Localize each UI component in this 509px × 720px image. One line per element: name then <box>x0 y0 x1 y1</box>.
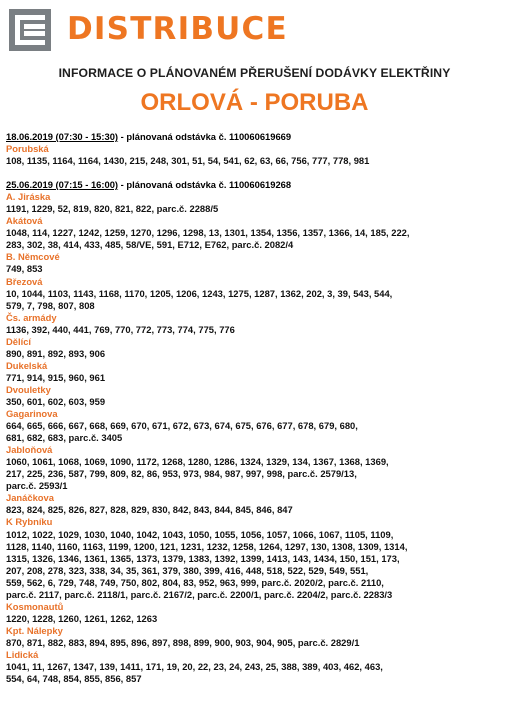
house-numbers: parc.č. 2593/1 <box>6 480 68 492</box>
period-header <box>6 179 504 191</box>
house-numbers: 1136, 392, 440, 441, 769, 770, 772, 773, 774, 775, 776 <box>6 323 235 335</box>
street-name: A. Jiráska <box>6 191 51 203</box>
street-name: Čs. armády <box>6 311 57 323</box>
house-numbers: 890, 891, 892, 893, 906 <box>6 347 106 359</box>
street-name: Janáčkova <box>6 492 54 504</box>
house-numbers: 749, 853 <box>6 263 43 275</box>
period-description: plánovaná odstávka č. 110060619669 <box>126 131 292 142</box>
house-numbers: 1128, 1140, 1160, 1163, 1199, 1200, 121, 1231, 1232, 1258, 1264, 1297, 130, 1308, 1309, 1314, <box>6 540 408 552</box>
house-numbers: 1060, 1061, 1068, 1069, 1090, 1172, 1268, 1280, 1286, 1324, 1329, 134, 1367, 1368, 1369, <box>6 456 389 468</box>
house-numbers: 207, 208, 278, 323, 338, 34, 35, 361, 379, 380, 399, 416, 448, 518, 522, 529, 549, 551, <box>6 564 369 576</box>
street-name: Dukelská <box>6 359 48 371</box>
period-header <box>6 131 504 143</box>
street-name: Kpt. Nálepky <box>6 624 63 636</box>
house-numbers: 554, 64, 748, 854, 855, 856, 857 <box>6 673 142 685</box>
street-name: Porubská <box>6 143 49 155</box>
house-numbers: 10, 1044, 1103, 1143, 1168, 1170, 1205, 1206, 1243, 1275, 1287, 1362, 202, 3, 39, 543, 544, <box>6 287 393 299</box>
street-name: Dělící <box>6 335 32 347</box>
house-numbers: 823, 824, 825, 826, 827, 828, 829, 830, 842, 843, 844, 845, 846, 847 <box>6 504 293 516</box>
brand-title: DISTRIBUCE <box>67 11 288 47</box>
house-numbers: 283, 302, 38, 414, 433, 485, 58/VE, 591, E712, E762, parc.č. 2082/4 <box>6 239 294 251</box>
house-numbers: 350, 601, 602, 603, 959 <box>6 395 106 407</box>
period-date: 18.06.2019 (07:30 - 15:30) <box>6 131 119 142</box>
header <box>7 6 502 52</box>
house-numbers: 1315, 1326, 1346, 1361, 1365, 1373, 1379, 1383, 1392, 1399, 1413, 143, 1434, 150, 151, 173, <box>6 552 400 564</box>
street-name: B. Němcové <box>6 251 60 263</box>
house-numbers: 870, 871, 882, 883, 894, 895, 896, 897, 898, 899, 900, 903, 904, 905, parc.č. 2829/1 <box>6 636 360 648</box>
period-description: plánovaná odstávka č. 110060619268 <box>126 179 292 191</box>
location-title: ORLOVÁ - PORUBA <box>140 89 369 116</box>
house-numbers: 1048, 114, 1227, 1242, 1259, 1270, 1296, 1298, 13, 1301, 1354, 1356, 1357, 1366, 14, 185, 222, <box>6 227 410 239</box>
house-numbers: 217, 225, 236, 587, 799, 809, 82, 86, 953, 973, 984, 987, 997, 998, parc.č. 2579/13, <box>6 468 357 480</box>
house-numbers: 579, 7, 798, 807, 808 <box>6 299 95 311</box>
street-name: K Rybníku <box>6 516 53 528</box>
street-name: Akátová <box>6 215 43 227</box>
period-date: 25.06.2019 (07:15 - 16:00) <box>6 179 119 191</box>
house-numbers: 771, 914, 915, 960, 961 <box>6 371 106 383</box>
period-separator: - <box>118 179 127 191</box>
house-numbers: 681, 682, 683, parc.č. 3405 <box>6 432 123 444</box>
street-name: Kosmonautů <box>6 600 64 612</box>
street-name: Gagarinova <box>6 408 58 420</box>
street-name: Březová <box>6 275 43 287</box>
house-numbers: 108, 1135, 1164, 1164, 1430, 215, 248, 301, 51, 54, 541, 62, 63, 66, 756, 777, 778, 981 <box>6 155 370 167</box>
house-numbers: 1012, 1022, 1029, 1030, 1040, 1042, 1043, 1050, 1055, 1056, 1057, 1066, 1067, 1105, 1109, <box>6 528 394 540</box>
house-numbers: 664, 665, 666, 667, 668, 669, 670, 671, 672, 673, 674, 675, 676, 677, 678, 679, 680, <box>6 420 358 432</box>
street-name: Jabloňová <box>6 444 53 456</box>
house-numbers: 559, 562, 6, 729, 748, 749, 750, 802, 804, 83, 952, 963, 999, parc.č. 2020/2, parc.č. 2110, <box>6 576 384 588</box>
house-numbers: 1220, 1228, 1260, 1261, 1262, 1263 <box>6 612 158 624</box>
cez-logo-icon <box>9 9 51 51</box>
street-name: Dvouletky <box>6 383 51 395</box>
house-numbers: parc.č. 2117, parc.č. 2118/1, parc.č. 2167/2, parc.č. 2200/1, parc.č. 2204/2, parc.č. 2283/3 <box>6 588 393 600</box>
period-separator: - <box>118 131 127 142</box>
street-name: Lidická <box>6 648 39 660</box>
house-numbers: 1191, 1229, 52, 819, 820, 821, 822, parc.č. 2288/5 <box>6 203 219 215</box>
outage-period <box>6 131 504 167</box>
house-numbers: 1041, 11, 1267, 1347, 139, 1411, 171, 19, 20, 22, 23, 24, 243, 25, 388, 389, 403, 462, 463, <box>6 661 383 673</box>
document-subtitle: INFORMACE O PLÁNOVANÉM PŘERUŠENÍ DODÁVKY ELEKTŘINY <box>58 66 451 80</box>
outage-list <box>6 131 504 685</box>
outage-period <box>6 179 504 685</box>
